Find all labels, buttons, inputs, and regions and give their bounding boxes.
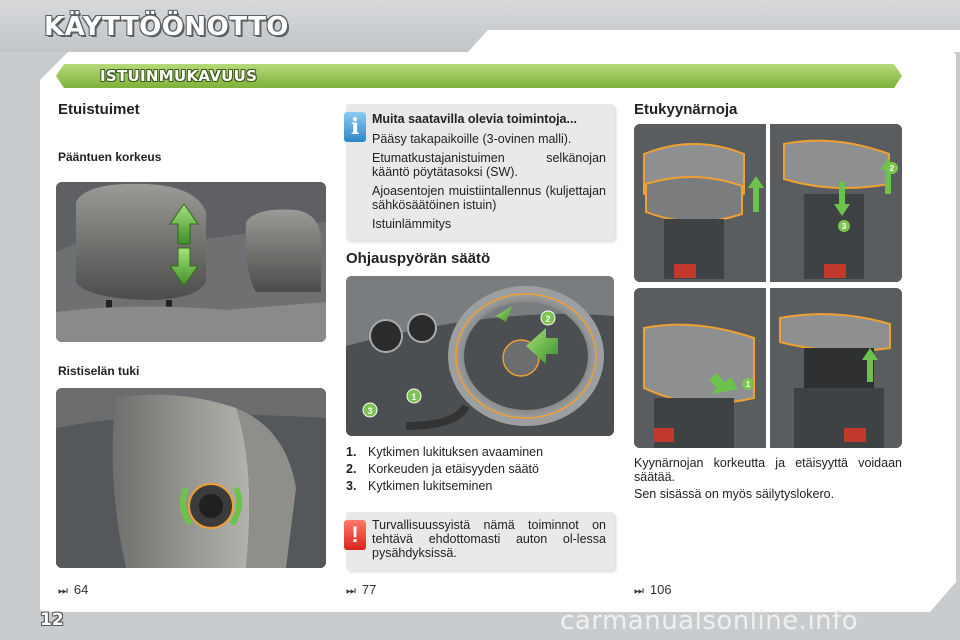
list-item: 1. Kytkimen lukituksen avaaminen: [346, 445, 544, 459]
armrest-paragraph-2: Sen sisässä on myös säilytyslokero.: [634, 487, 835, 501]
info-item: Etumatkustajanistuimen selkänojan kääntö pöytätasoksi (SW).: [372, 151, 606, 179]
info-item: Ajoasentojen muistiintallennus (kuljettajan sähkösäätöinen istuin): [372, 184, 606, 212]
info-box-title: Muita saatavilla olevia toimintoja...: [372, 112, 577, 126]
warning-box: Turvallisuussyistä nämä toiminnot on tehtävä ehdottomasti auton ol-lessa pysähdyksissä.: [346, 512, 614, 570]
headrest-illustration: [56, 182, 326, 342]
armrest-page-ref[interactable]: ⏭ 106: [634, 582, 672, 597]
list-item: 3. Kytkimen lukitseminen: [346, 479, 493, 493]
callout-3: 3: [841, 222, 847, 231]
page-ref-arrow-icon: ⏭: [346, 585, 356, 597]
info-item: Pääsy takapaikoille (3-ovinen malli).: [372, 132, 572, 146]
page-number: 12: [40, 610, 64, 630]
front-seats-page-ref[interactable]: ⏭ 64: [58, 582, 89, 597]
steering-page-ref[interactable]: ⏭ 77: [346, 582, 377, 597]
armrest-top-illustration: [634, 124, 902, 282]
lumbar-support-illustration: [56, 388, 326, 568]
info-icon: i: [344, 112, 366, 142]
steering-steps-list: [346, 444, 543, 495]
panel-top-edge: [468, 30, 960, 52]
list-item: 2. Korkeuden ja etäisyyden säätö: [346, 462, 539, 476]
callout-1: 1: [411, 392, 417, 402]
headrest-height-subheading: Pääntuen korkeus: [58, 150, 162, 164]
section-title: ISTUINMUKAVUUS: [100, 67, 258, 85]
lumbar-drawing: [56, 388, 326, 568]
callout-1: 1: [745, 380, 751, 389]
page-ref-arrow-icon: ⏭: [634, 585, 644, 597]
callout-3: 3: [367, 406, 373, 416]
info-box: [346, 104, 614, 240]
steering-wheel-illustration: [346, 276, 614, 436]
info-item: Istuinlämmitys: [372, 217, 452, 231]
front-seats-heading: Etuistuimet: [58, 101, 140, 118]
callout-2: 2: [889, 164, 895, 173]
watermark-text: carmanualsonline.info: [560, 606, 859, 636]
armrest-paragraph-1: Kyynärnojan korkeutta ja etäisyyttä voidaan säätää.: [634, 456, 902, 484]
armrest-bottom-drawing: [634, 288, 902, 448]
callout-2: 2: [545, 314, 551, 324]
lumbar-support-subheading: Ristiselän tuki: [58, 364, 140, 378]
page-ref-arrow-icon: ⏭: [58, 585, 68, 597]
chapter-title: KÄYTTÖÖNOTTO: [44, 12, 289, 42]
armrest-heading: Etukyynärnoja: [634, 101, 738, 118]
armrest-top-drawing: [634, 124, 902, 282]
steering-drawing: [346, 276, 614, 436]
armrest-bottom-illustration: [634, 288, 902, 448]
steering-adjust-heading: Ohjauspyörän säätö: [346, 250, 491, 267]
headrest-drawing: [56, 182, 326, 342]
warning-icon: !: [344, 520, 366, 550]
